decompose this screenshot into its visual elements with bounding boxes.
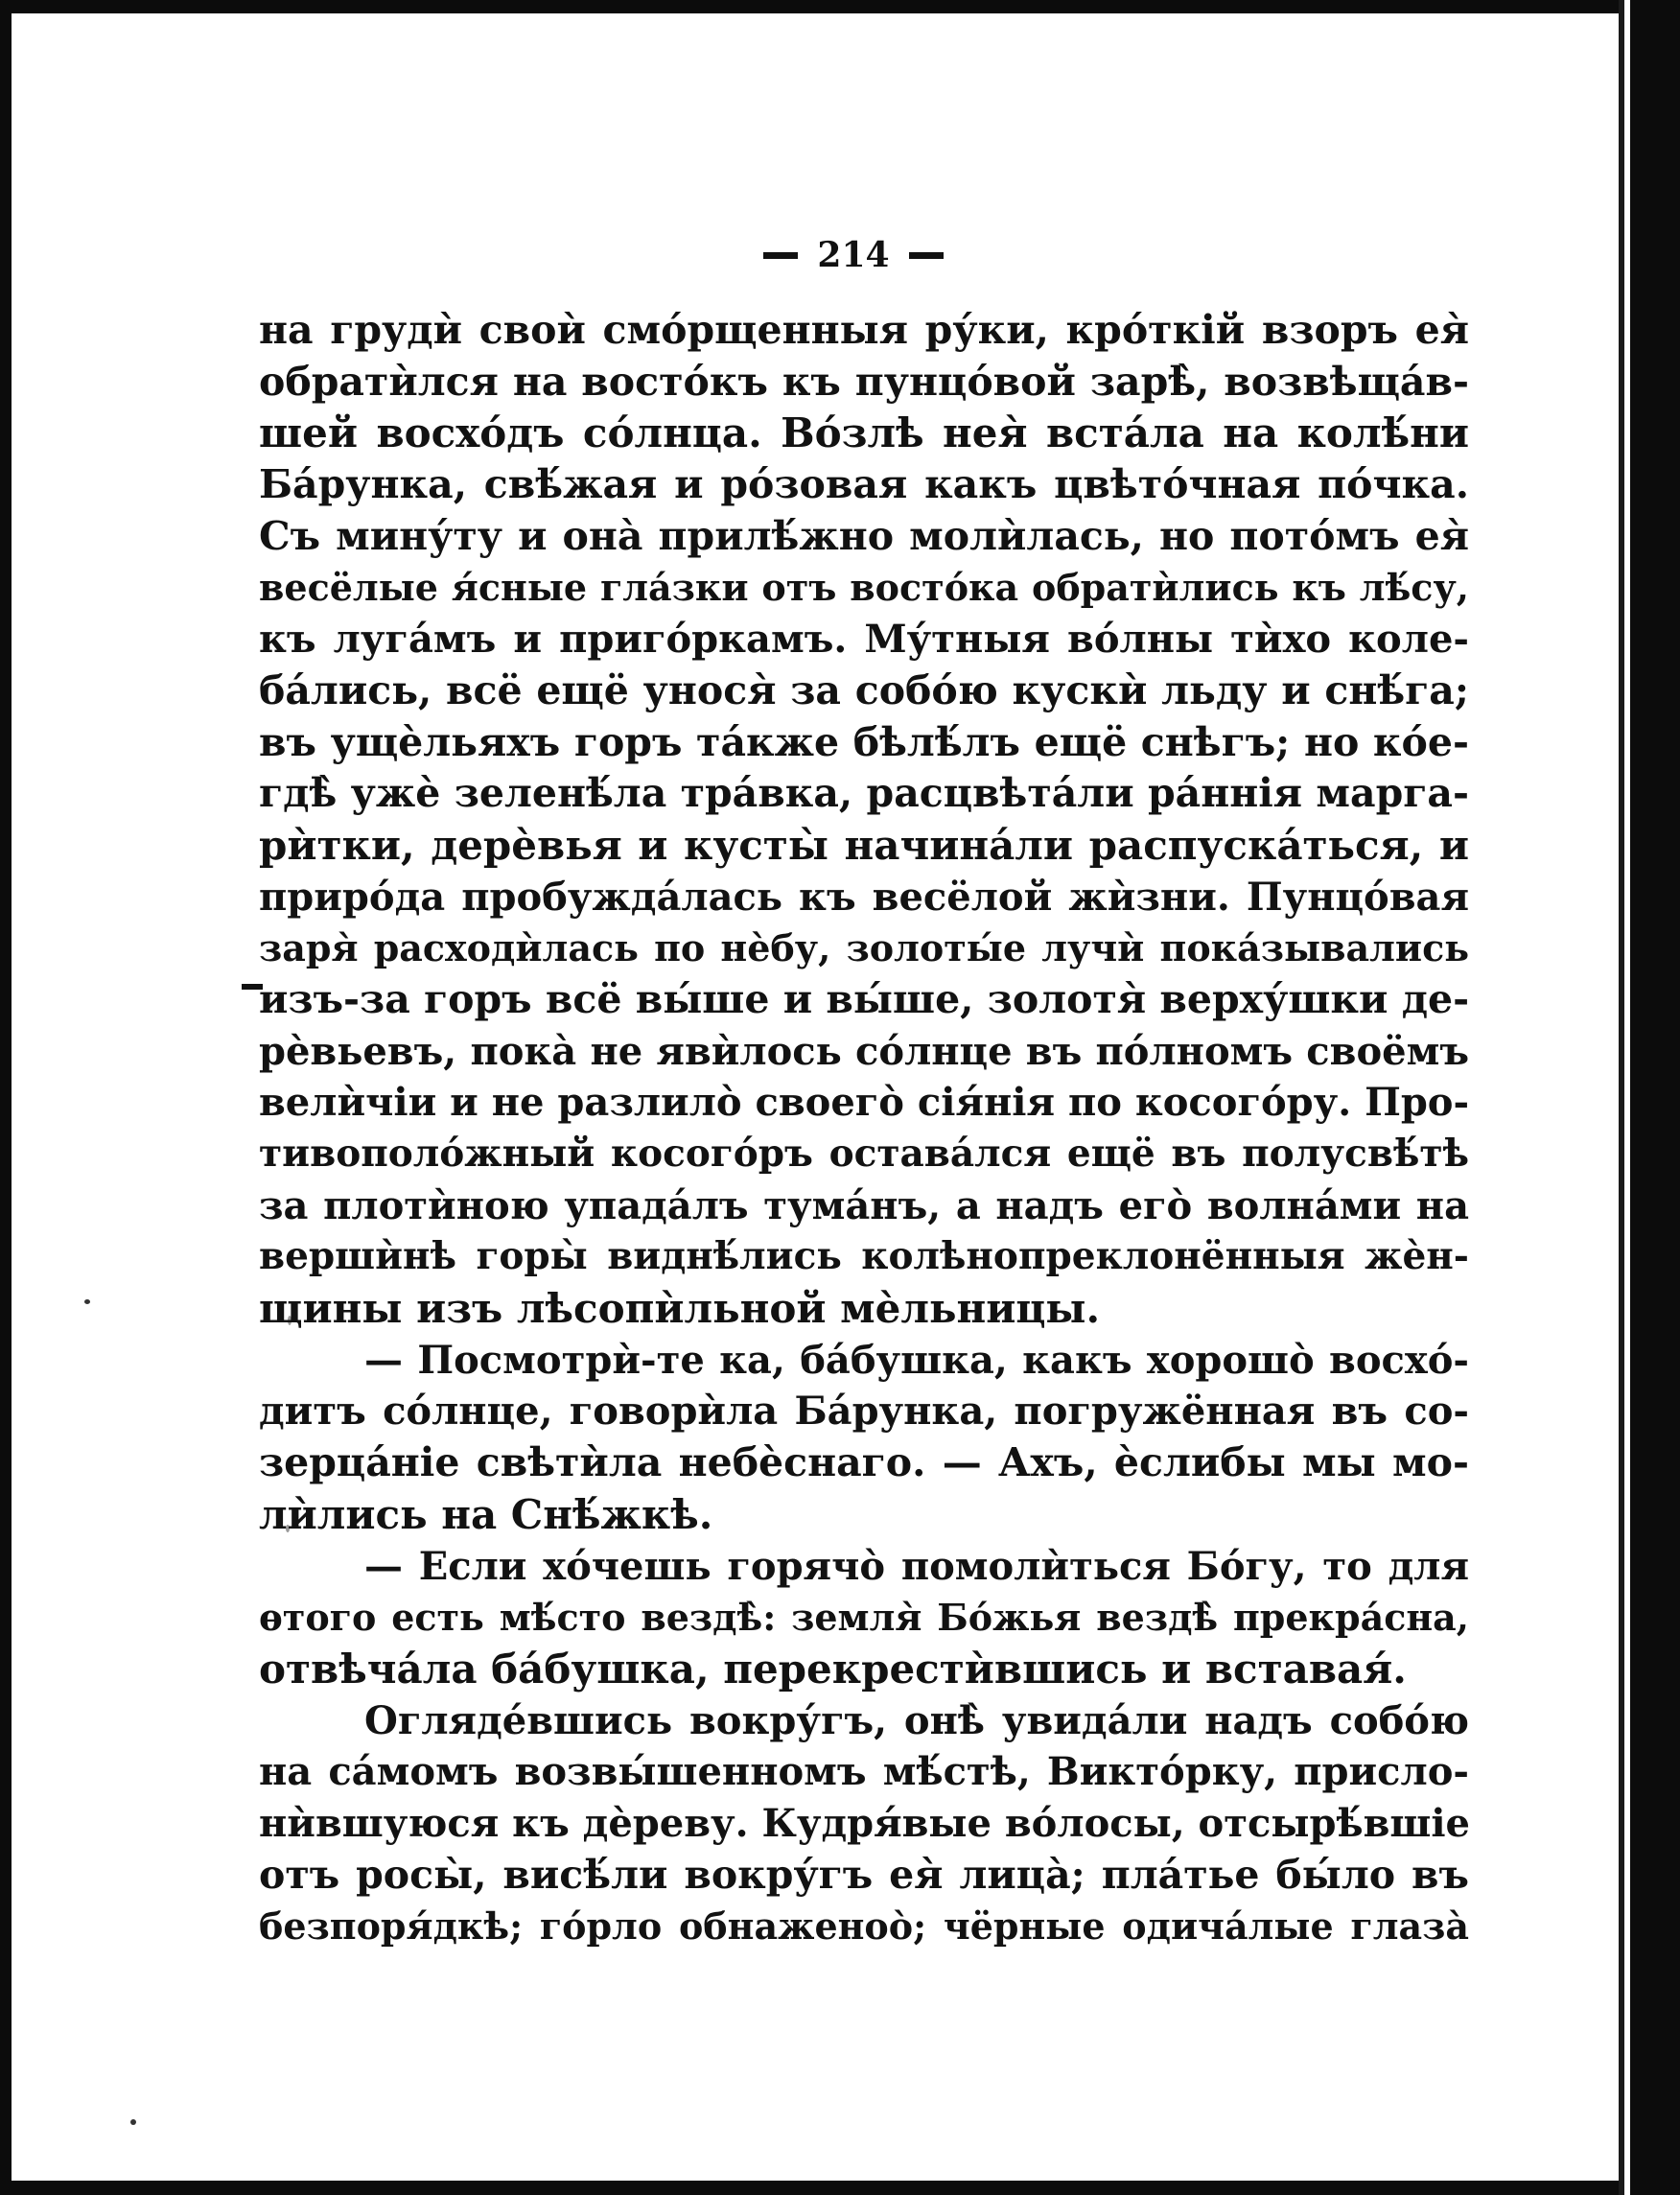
- text-line: зерца́ніе свѣтѝла небѐснаго. — Ахъ, ѐслибы мы мо-: [259, 1439, 1469, 1486]
- text-line: гдѣ̀ ужѐ зеленѣ́ла тра́вка, расцвѣта́ли ра́ннія марга-: [259, 770, 1469, 817]
- text-line: отъ росы̀, висѣ́ли вокру́гъ ея̀ лица̀; пла́тье бы́ло въ: [259, 1851, 1469, 1898]
- scan-border-right: [1630, 0, 1680, 2195]
- text-line: обратѝлся на восто́къ къ пунцо́вой зарѣ̀, возвѣща́в-: [259, 358, 1469, 405]
- scan-border-left: [0, 0, 12, 2195]
- text-line: щины изъ лѣсопѝльной мѐльницы.: [259, 1285, 1101, 1333]
- text-line: заря̀ расходѝлась по нѐбу, золоты́е лучѝ пока́зывались: [259, 926, 1469, 970]
- text-line: лѝлись на Снѣ́жкѣ.: [259, 1490, 713, 1538]
- scan-border-bottom: [0, 2181, 1680, 2195]
- text-line: рѝтки, дерѐвья и кусты̀ начина́ли распуска́ться, и: [259, 821, 1469, 869]
- text-line: велѝчіи и не разлило̀ своего̀ сія́нія по косого́ру. Про-: [259, 1080, 1470, 1126]
- text-line: въ ущѐльяхъ горъ та́кже бѣлѣ́лъ ещё снѣгъ; но ко́е-: [259, 718, 1469, 765]
- page-header: [729, 228, 978, 282]
- text-line: ѳтого есть мѣ́сто вездѣ̀: земля̀ Бо́жья вездѣ̀ прекра́сна,: [259, 1596, 1469, 1640]
- text-line: Огляде́вшись вокру́гъ, онѣ̀ увида́ли надъ собо́ю: [364, 1697, 1469, 1743]
- text-line: къ луга́мъ и приго́ркамъ. Му́тныя во́лны тѝхо коле-: [259, 617, 1469, 663]
- text-line: приро́да пробужда́лась къ весёлой жѝзни. Пунцо́вая: [259, 874, 1469, 920]
- page-number: 214: [817, 235, 890, 275]
- text-line: за плотѝною упада́лъ тума́нъ, а надъ его̀ волна́ми на: [259, 1182, 1469, 1228]
- scan-speck: [84, 1299, 90, 1304]
- text-line: Ба́рунка, свѣ́жая и ро́зовая какъ цвѣто́чная по́чка.: [259, 461, 1469, 508]
- text-line: на грудѝ своѝ смо́рщенныя ру́ки, кро́ткій взоръ ея̀: [259, 307, 1469, 353]
- text-line: вершѝнѣ горы̀ виднѣ́лись колѣнопреклонённыя жѐн-: [259, 1234, 1469, 1279]
- scan-speck: [130, 2119, 136, 2125]
- text-line: ба́лись, всё ещё унося̀ за собо́ю кускѝ льду и снѣ́га;: [259, 666, 1469, 713]
- text-line: на са́момъ возвы́шенномъ мѣ́стѣ, Викто́рку, присло-: [259, 1749, 1469, 1795]
- header-dash-left: [763, 252, 798, 259]
- text-line: тивополо́жный косого́ръ остава́лся ещё въ полусвѣ́тѣ: [259, 1132, 1469, 1176]
- text-line: Съ мину́ту и она̀ прилѣ́жно молѝлась, но пото́мъ ея̀: [259, 512, 1469, 559]
- text-line: изъ-за горъ всё вы́ше и вы́ше, золотя̀ верху́шки де-: [259, 975, 1470, 1022]
- scan-border-top: [0, 0, 1680, 13]
- text-line: весёлые я́сные гла́зки отъ восто́ка обратѝлись къ лѣ́су,: [259, 566, 1469, 610]
- text-line: рѐвьевъ, пока̀ не явѝлось со́лнце въ по́лномъ своёмъ: [259, 1028, 1469, 1074]
- text-line: — Посмотрѝ-те ка, ба́бушка, какъ хорошо̀ восхо́-: [364, 1337, 1469, 1383]
- text-line: — Если хо́чешь горячо̀ помолѝться Бо́гу, то для: [364, 1543, 1469, 1589]
- text-line: безпоря́дкѣ; го́рло обнаженоо̀; чёрные одича́лые глаза̀: [259, 1904, 1469, 1949]
- text-line: отвѣча́ла ба́бушка, перекрестѝвшись и вставая́.: [259, 1645, 1407, 1693]
- text-line: дитъ со́лнце, говорѝла Ба́рунка, погружённая въ со-: [259, 1389, 1469, 1435]
- text-line: шей восхо́дъ со́лнца. Во́злѣ нея̀ вста́ла на колѣ́ни: [259, 409, 1469, 457]
- text-line: нѝвшуюся къ дѐреву. Кудря́вые во́лосы, отсырѣ́вшіе: [259, 1800, 1470, 1846]
- body-text: [259, 305, 1469, 1952]
- header-dash-right: [909, 252, 944, 259]
